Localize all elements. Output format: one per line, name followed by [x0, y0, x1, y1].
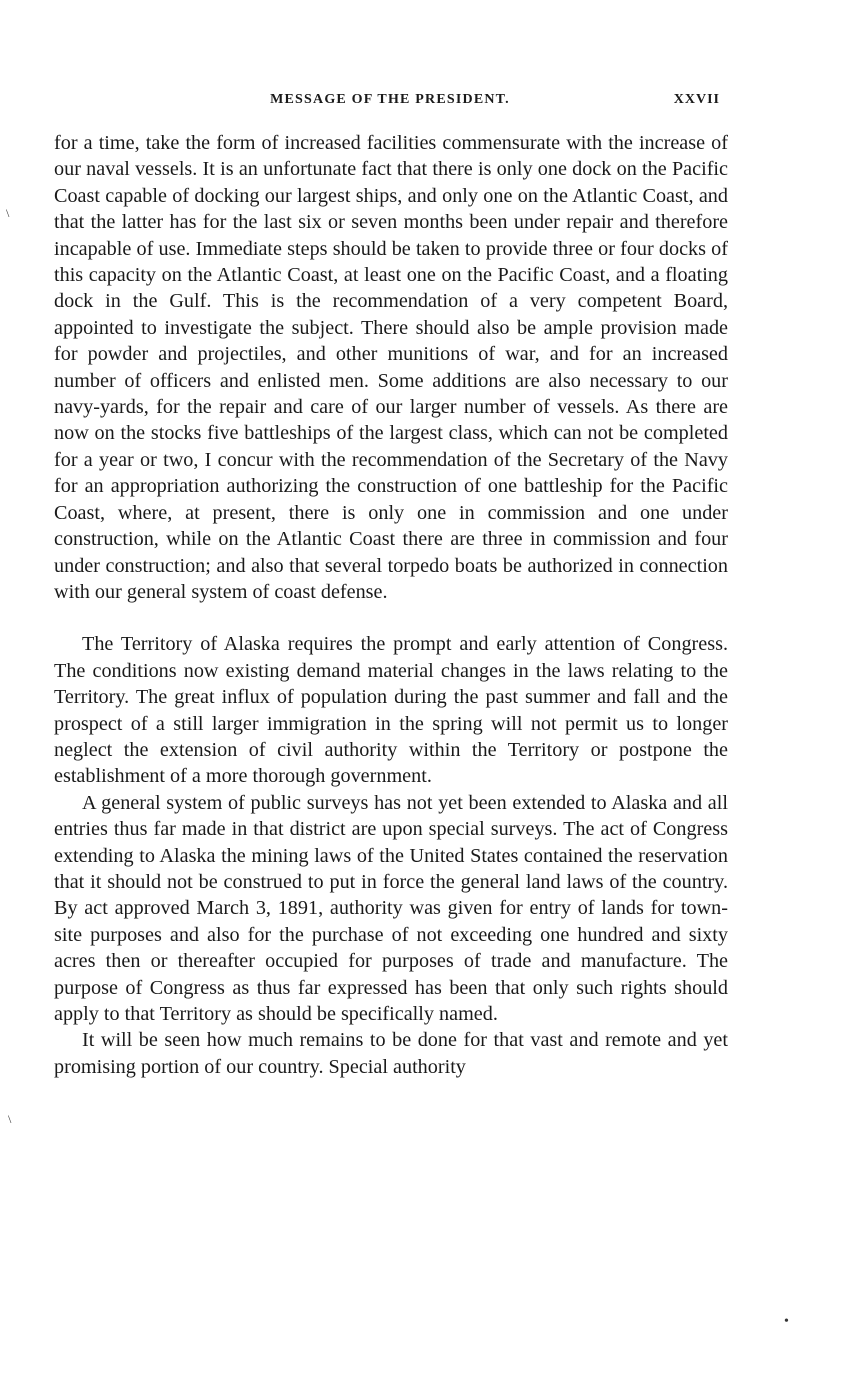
- body-text: [54, 130, 728, 1080]
- paragraph-alaska-intro: The Territory of Alaska requires the prompt and early attention of Congress. The conditions now existing demand material changes in the laws relating to the Territory. The great influx of population during the past summer and fall and the prospect of a still larger immigration in the spring will not permit us to longer neglect the extension of civil authority within the Territory or postpone the establishment of a more thorough government.: [54, 633, 728, 788]
- margin-mark: \: [8, 1112, 12, 1126]
- paragraph-alaska-surveys: A general system of public surveys has not yet been extended to Alaska and all entries thus far made in that district are upon special surveys. The act of Congress extending to Alaska the mining laws of the United States contained the reservation that it should not be construed to put in force the general land laws of the country. By act approved March 3, 1891, authority was given for entry of lands for town-site purposes and also for the purchase of not exceeding one hundred and sixty acres then or thereafter occupied for purposes of trade and manufacture. The purpose of Congress as thus far expressed has been that only such rights should apply to that Territory as should be specifically named.: [54, 791, 728, 1025]
- paragraph-alaska-remaining: It will be seen how much remains to be done for that vast and remote and yet promising portion of our country. Special authority: [54, 1029, 728, 1078]
- page-number: XXVII: [673, 92, 720, 107]
- margin-mark: \: [6, 206, 10, 220]
- running-title: MESSAGE OF THE PRESIDENT.: [270, 92, 510, 107]
- running-head: [60, 92, 720, 114]
- margin-mark: •: [784, 1314, 789, 1329]
- paragraph-navy: for a time, take the form of increased facilities commensurate with the increase of our naval vessels. It is an unfortunate fact that there is only one dock on the Pacific Coast capable of docking our largest ships, and only one on the Atlantic Coast, and that the latter has for the last six or seven months been under repair and therefore incapable of use. Immediate steps should be taken to provide three or four docks of this capacity on the Atlantic Coast, at least one on the Pacific Coast, and a floating dock in the Gulf. This is the recommendation of a very competent Board, appointed to investigate the subject. There should also be ample provision made for powder and projectiles, and other munitions of war, and for an increased number of officers and enlisted men. Some additions are also necessary to our navy-yards, for the repair and care of our larger number of vessels. As there are now on the stocks five battleships of the largest class, which can not be completed for a year or two, I concur with the recommendation of the Secretary of the Navy for an appropriation authorizing the construction of one battleship for the Pacific Coast, where, at present, there is only one in commission and one under construction, while on the Atlantic Coast there are three in commission and four under construction; and also that several torpedo boats be authorized in connection with our general system of coast defense.: [54, 132, 728, 603]
